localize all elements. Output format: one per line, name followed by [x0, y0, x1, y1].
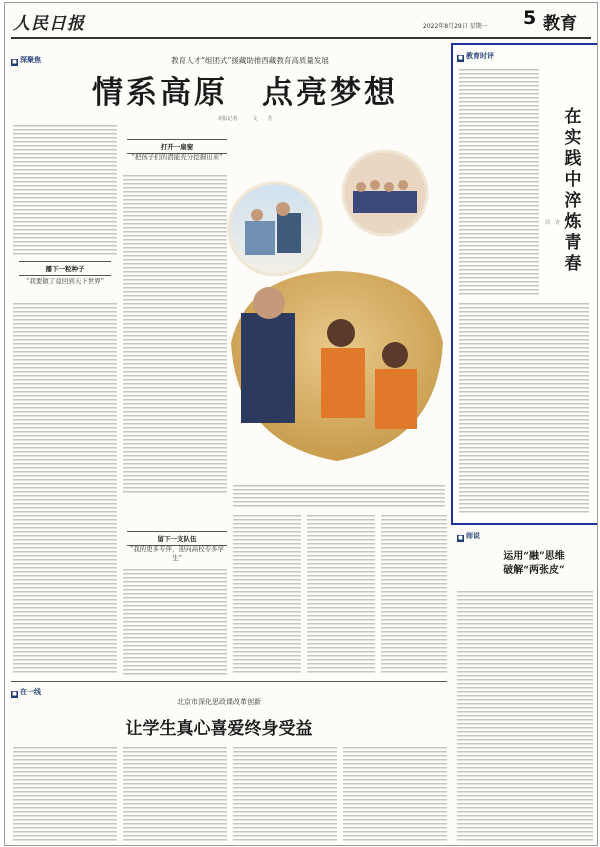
- lead-kicker-1: 播下一粒种子: [19, 261, 111, 276]
- lead-quote-1: “我要做了竟回到天下世界”: [25, 277, 105, 285]
- front-line-body-text: [123, 747, 227, 841]
- column-tag-icon: ■: [12, 59, 17, 65]
- lead-body-text: [13, 125, 117, 255]
- front-line-subhead: 北京市深化思政课改革创新: [177, 698, 261, 706]
- lead-subhead: 教育人才“组团式”援藏助推西藏教育高质量发展: [171, 56, 329, 65]
- front-line-headline: 让学生真心喜爱终身受益: [125, 719, 313, 739]
- viewpoint-body-text: [457, 591, 593, 841]
- lead-kicker-2: 打开一扇窗: [127, 139, 227, 154]
- photo-caption: [233, 485, 445, 507]
- column-tag-icon: ■: [458, 535, 463, 541]
- masthead-rule: [11, 37, 591, 39]
- front-line-body-text: [343, 747, 447, 841]
- lead-quote-2: “把孩子们的潜能充分挖掘出来”: [131, 153, 223, 161]
- lead-body-text: [123, 569, 227, 675]
- lead-body-text: [123, 175, 227, 495]
- section-name: 教育: [543, 14, 577, 34]
- viewpoint-headline: [475, 550, 593, 578]
- column-tag-deep-focus: ■ 深聚焦: [12, 56, 41, 65]
- photo-collage: [227, 143, 449, 483]
- column-tag-front-line: ■ 在一线: [12, 688, 41, 697]
- column-tag-icon: ■: [458, 55, 463, 61]
- lead-body-text: [307, 515, 375, 675]
- lead-body-text: [381, 515, 447, 675]
- commentary-body-text: [459, 303, 589, 515]
- front-line-body-text: [13, 747, 117, 841]
- lead-byline: 本报记者 文 芳: [217, 116, 273, 122]
- lead-headline: 情系高原 点亮梦想: [92, 75, 398, 111]
- lead-body-text: [13, 303, 117, 675]
- commentary-body-text: [459, 69, 539, 295]
- lead-body-text: [233, 515, 301, 675]
- front-line-body-text: [233, 747, 337, 841]
- column-tag-viewpoint: ■ 师说: [458, 532, 480, 541]
- viewpoint-headline-line1: 运用“融”思维: [503, 551, 565, 562]
- viewpoint-headline-line2: 破解“两张皮”: [503, 565, 565, 576]
- issue-date: 2022年8月29日 星期一: [423, 23, 488, 30]
- column-tag-commentary: ■ 教育时评: [458, 52, 494, 61]
- lead-kicker-3: 留下一支队伍: [127, 531, 227, 546]
- lead-quote-3: “我的更多专伴，迎向高校专多学生”: [129, 545, 225, 562]
- column-tag-icon: ■: [12, 691, 17, 697]
- page-number: 5: [523, 7, 537, 29]
- commentary-author: 周 青: [545, 220, 561, 226]
- masthead: [5, 3, 597, 39]
- commentary-title: 在实践中淬炼青春: [564, 107, 582, 274]
- newspaper-page: [4, 2, 598, 846]
- newspaper-logo: 人民日报: [13, 14, 85, 34]
- section-divider: [11, 681, 447, 682]
